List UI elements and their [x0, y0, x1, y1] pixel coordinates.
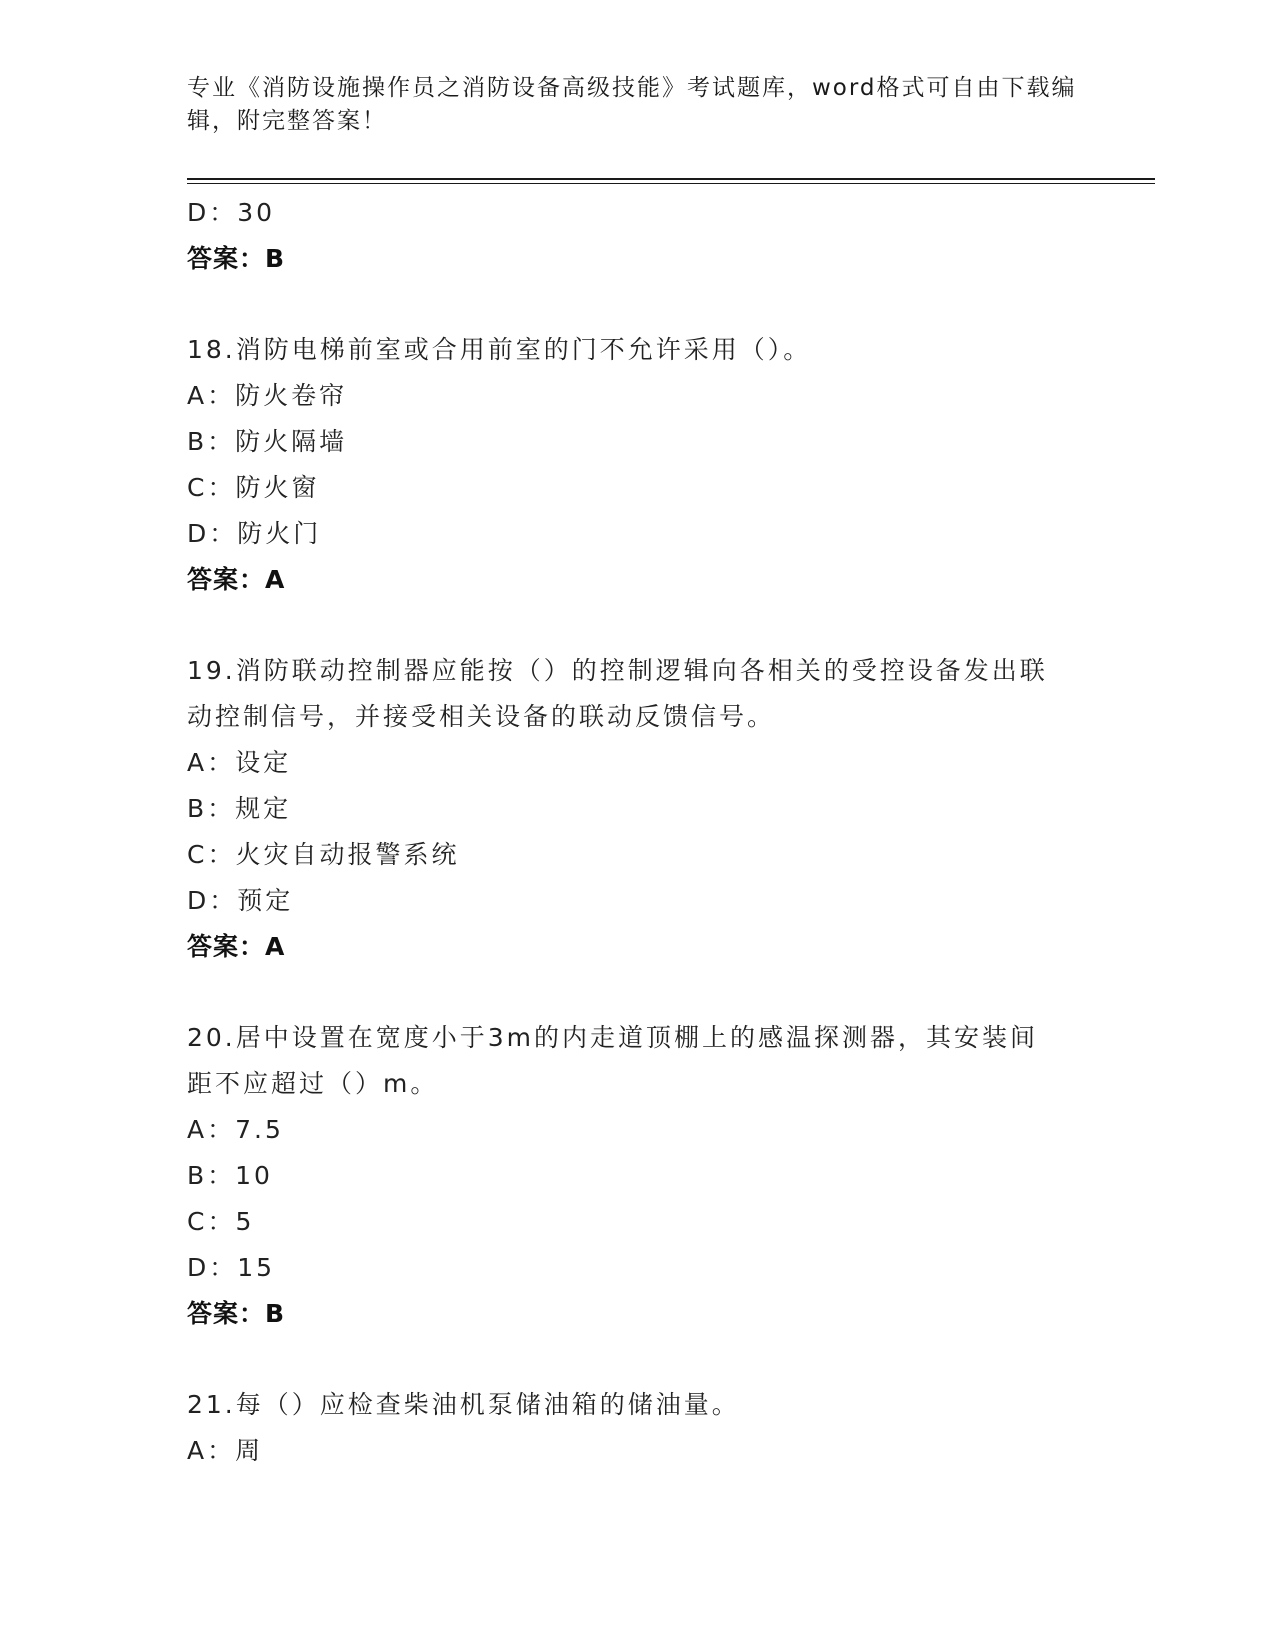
option-b: B：防火隔墙	[187, 427, 348, 456]
question-stem-cont: 距不应超过（）m。	[187, 1069, 439, 1098]
question-stem-cont: 动控制信号，并接受相关设备的联动反馈信号。	[187, 702, 776, 731]
option-d: D：30	[187, 198, 276, 227]
answer-label: 答案：B	[187, 244, 286, 273]
question-spacer	[187, 1337, 1087, 1382]
option-d: D：15	[187, 1253, 276, 1282]
option-c: C：火灾自动报警系统	[187, 840, 460, 869]
question-21	[187, 1382, 1087, 1474]
question-list	[187, 190, 1087, 1474]
question-17-tail	[187, 190, 1087, 282]
question-stem: 18.消防电梯前室或合用前室的门不允许采用（）。	[187, 335, 812, 364]
answer-label: 答案：B	[187, 1299, 286, 1328]
option-b: B：规定	[187, 794, 292, 823]
option-b: B：10	[187, 1161, 273, 1190]
question-spacer	[187, 603, 1087, 648]
question-20	[187, 1015, 1087, 1337]
option-c: C：5	[187, 1207, 255, 1236]
option-d: D：预定	[187, 886, 294, 915]
option-a: A：设定	[187, 748, 292, 777]
option-d: D：防火门	[187, 519, 322, 548]
question-stem: 19.消防联动控制器应能按（）的控制逻辑向各相关的受控设备发出联	[187, 656, 1048, 685]
header-line-2: 辑，附完整答案！	[187, 108, 387, 134]
header-line-1: 专业《消防设施操作员之消防设备高级技能》考试题库，word格式可自由下载编	[187, 75, 1077, 101]
option-a: A：周	[187, 1436, 264, 1465]
question-spacer	[187, 282, 1087, 327]
option-c: C：防火窗	[187, 473, 320, 502]
page-header	[187, 72, 1077, 138]
question-spacer	[187, 970, 1087, 1015]
header-divider	[187, 178, 1155, 180]
question-18	[187, 327, 1087, 603]
question-19	[187, 648, 1087, 970]
option-a: A：防火卷帘	[187, 381, 348, 410]
question-stem: 21.每（）应检查柴油机泵储油箱的储油量。	[187, 1390, 740, 1419]
answer-label: 答案：A	[187, 565, 286, 594]
option-a: A：7.5	[187, 1115, 284, 1144]
header-divider-thin	[187, 183, 1155, 184]
question-stem: 20.居中设置在宽度小于3m的内走道顶棚上的感温探测器，其安装间	[187, 1023, 1039, 1052]
answer-label: 答案：A	[187, 932, 286, 961]
